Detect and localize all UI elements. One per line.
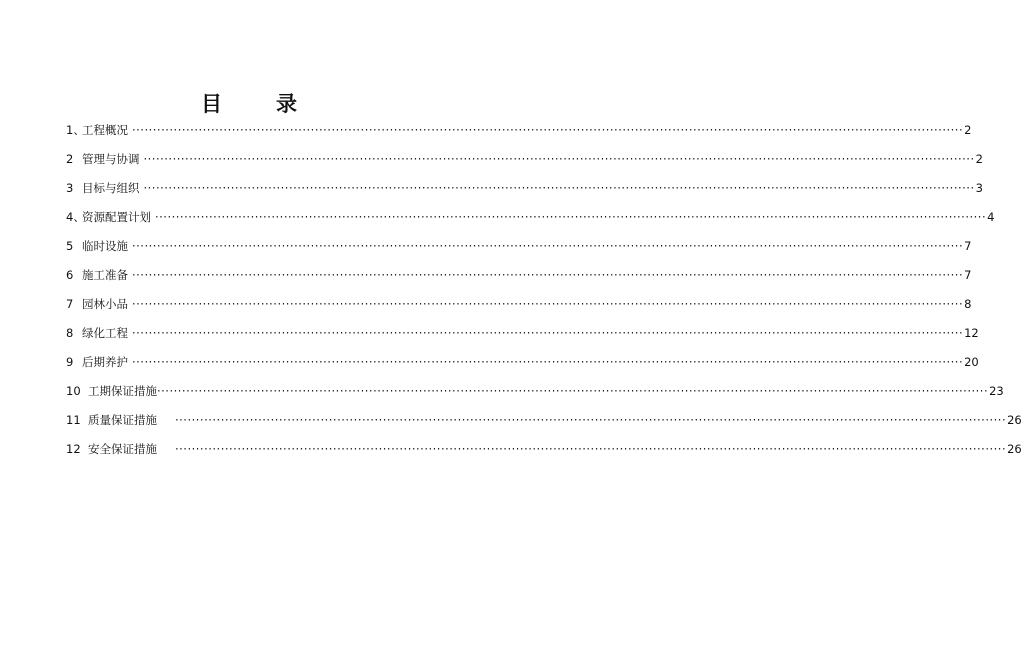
- toc-entry-label: 施工准备: [82, 268, 128, 282]
- toc-entry[interactable]: [66, 325, 979, 341]
- toc-entry-label: 临时设施: [82, 239, 128, 253]
- toc-entry-leader: ········································································································································································································: [143, 181, 975, 195]
- toc-entry-label: 目标与组织: [82, 181, 140, 195]
- toc-entry-page: 7: [964, 268, 972, 282]
- toc-entry-page: 3: [975, 181, 983, 195]
- toc-entry-leader: ········································································································································································································: [132, 239, 964, 253]
- toc-entry-leader: ········································································································································································································: [132, 326, 964, 340]
- toc-entry-label: 安全保证措施: [88, 442, 157, 456]
- toc-entry-number: 1、: [66, 123, 85, 137]
- toc-entry-page: 2: [975, 152, 983, 166]
- toc-entry-number: 12: [66, 442, 81, 456]
- toc-entry-label: 资源配置计划: [82, 210, 151, 224]
- toc-entry-leader: ········································································································································································································: [132, 268, 964, 282]
- toc-entry-leader: ········································································································································································································: [143, 152, 975, 166]
- toc-entry[interactable]: [66, 296, 972, 312]
- toc-entry-page: 12: [964, 326, 979, 340]
- toc-entry-page: 23: [989, 384, 1004, 398]
- toc-title-char-1: 目: [201, 91, 224, 116]
- toc-entry[interactable]: [66, 267, 972, 283]
- toc-entry[interactable]: [66, 180, 983, 196]
- toc-entry[interactable]: [66, 122, 972, 138]
- toc-entry[interactable]: [66, 383, 1004, 399]
- toc-entry[interactable]: [66, 209, 995, 225]
- toc-entry-page: 20: [964, 355, 979, 369]
- toc-entry-page: 26: [1007, 442, 1022, 456]
- toc-entry-page: 7: [964, 239, 972, 253]
- toc-entry-label: 后期养护: [82, 355, 128, 369]
- toc-entry-leader: ········································································································································································································: [132, 355, 964, 369]
- toc-entry-number: 3: [66, 181, 74, 195]
- toc-entry-leader: ········································································································································································································: [132, 123, 964, 137]
- toc-title-char-2: 录: [276, 91, 299, 116]
- toc-entry[interactable]: [66, 354, 979, 370]
- toc-entry-label: 园林小品: [82, 297, 128, 311]
- toc-entry-label: 质量保证措施: [88, 413, 157, 427]
- toc-entry-number: 6: [66, 268, 74, 282]
- toc-entry-leader: ········································································································································································································: [132, 297, 964, 311]
- toc-entry-page: 8: [964, 297, 972, 311]
- toc-entry-label: 管理与协调: [82, 152, 140, 166]
- toc-entry-number: 11: [66, 413, 81, 427]
- toc-entry-leader: ········································································································································································································: [155, 210, 987, 224]
- toc-entry-label: 工期保证措施: [88, 384, 157, 398]
- toc-entry-label: 工程概况: [82, 123, 128, 137]
- toc-entry-page: 26: [1007, 413, 1022, 427]
- toc-entry-number: 10: [66, 384, 81, 398]
- toc-entry-number: 7: [66, 297, 74, 311]
- toc-entry-number: 8: [66, 326, 74, 340]
- toc-entry[interactable]: [66, 441, 1022, 457]
- toc-entry-leader: ········································································································································································································: [175, 413, 1007, 427]
- toc-entry-leader: ········································································································································································································: [157, 384, 989, 398]
- toc-entry-number: 5: [66, 239, 74, 253]
- toc-entry[interactable]: [66, 412, 1022, 428]
- toc-entry-number: 9: [66, 355, 74, 369]
- toc-entry-label: 绿化工程: [82, 326, 128, 340]
- toc-entry[interactable]: [66, 151, 983, 167]
- toc-entry-number: 4、: [66, 210, 85, 224]
- toc-entry-number: 2: [66, 152, 74, 166]
- toc-entry-page: 4: [987, 210, 995, 224]
- toc-entry-leader: ········································································································································································································: [175, 442, 1007, 456]
- toc-entry-page: 2: [964, 123, 972, 137]
- toc-title: [0, 88, 500, 118]
- toc-entry[interactable]: [66, 238, 972, 254]
